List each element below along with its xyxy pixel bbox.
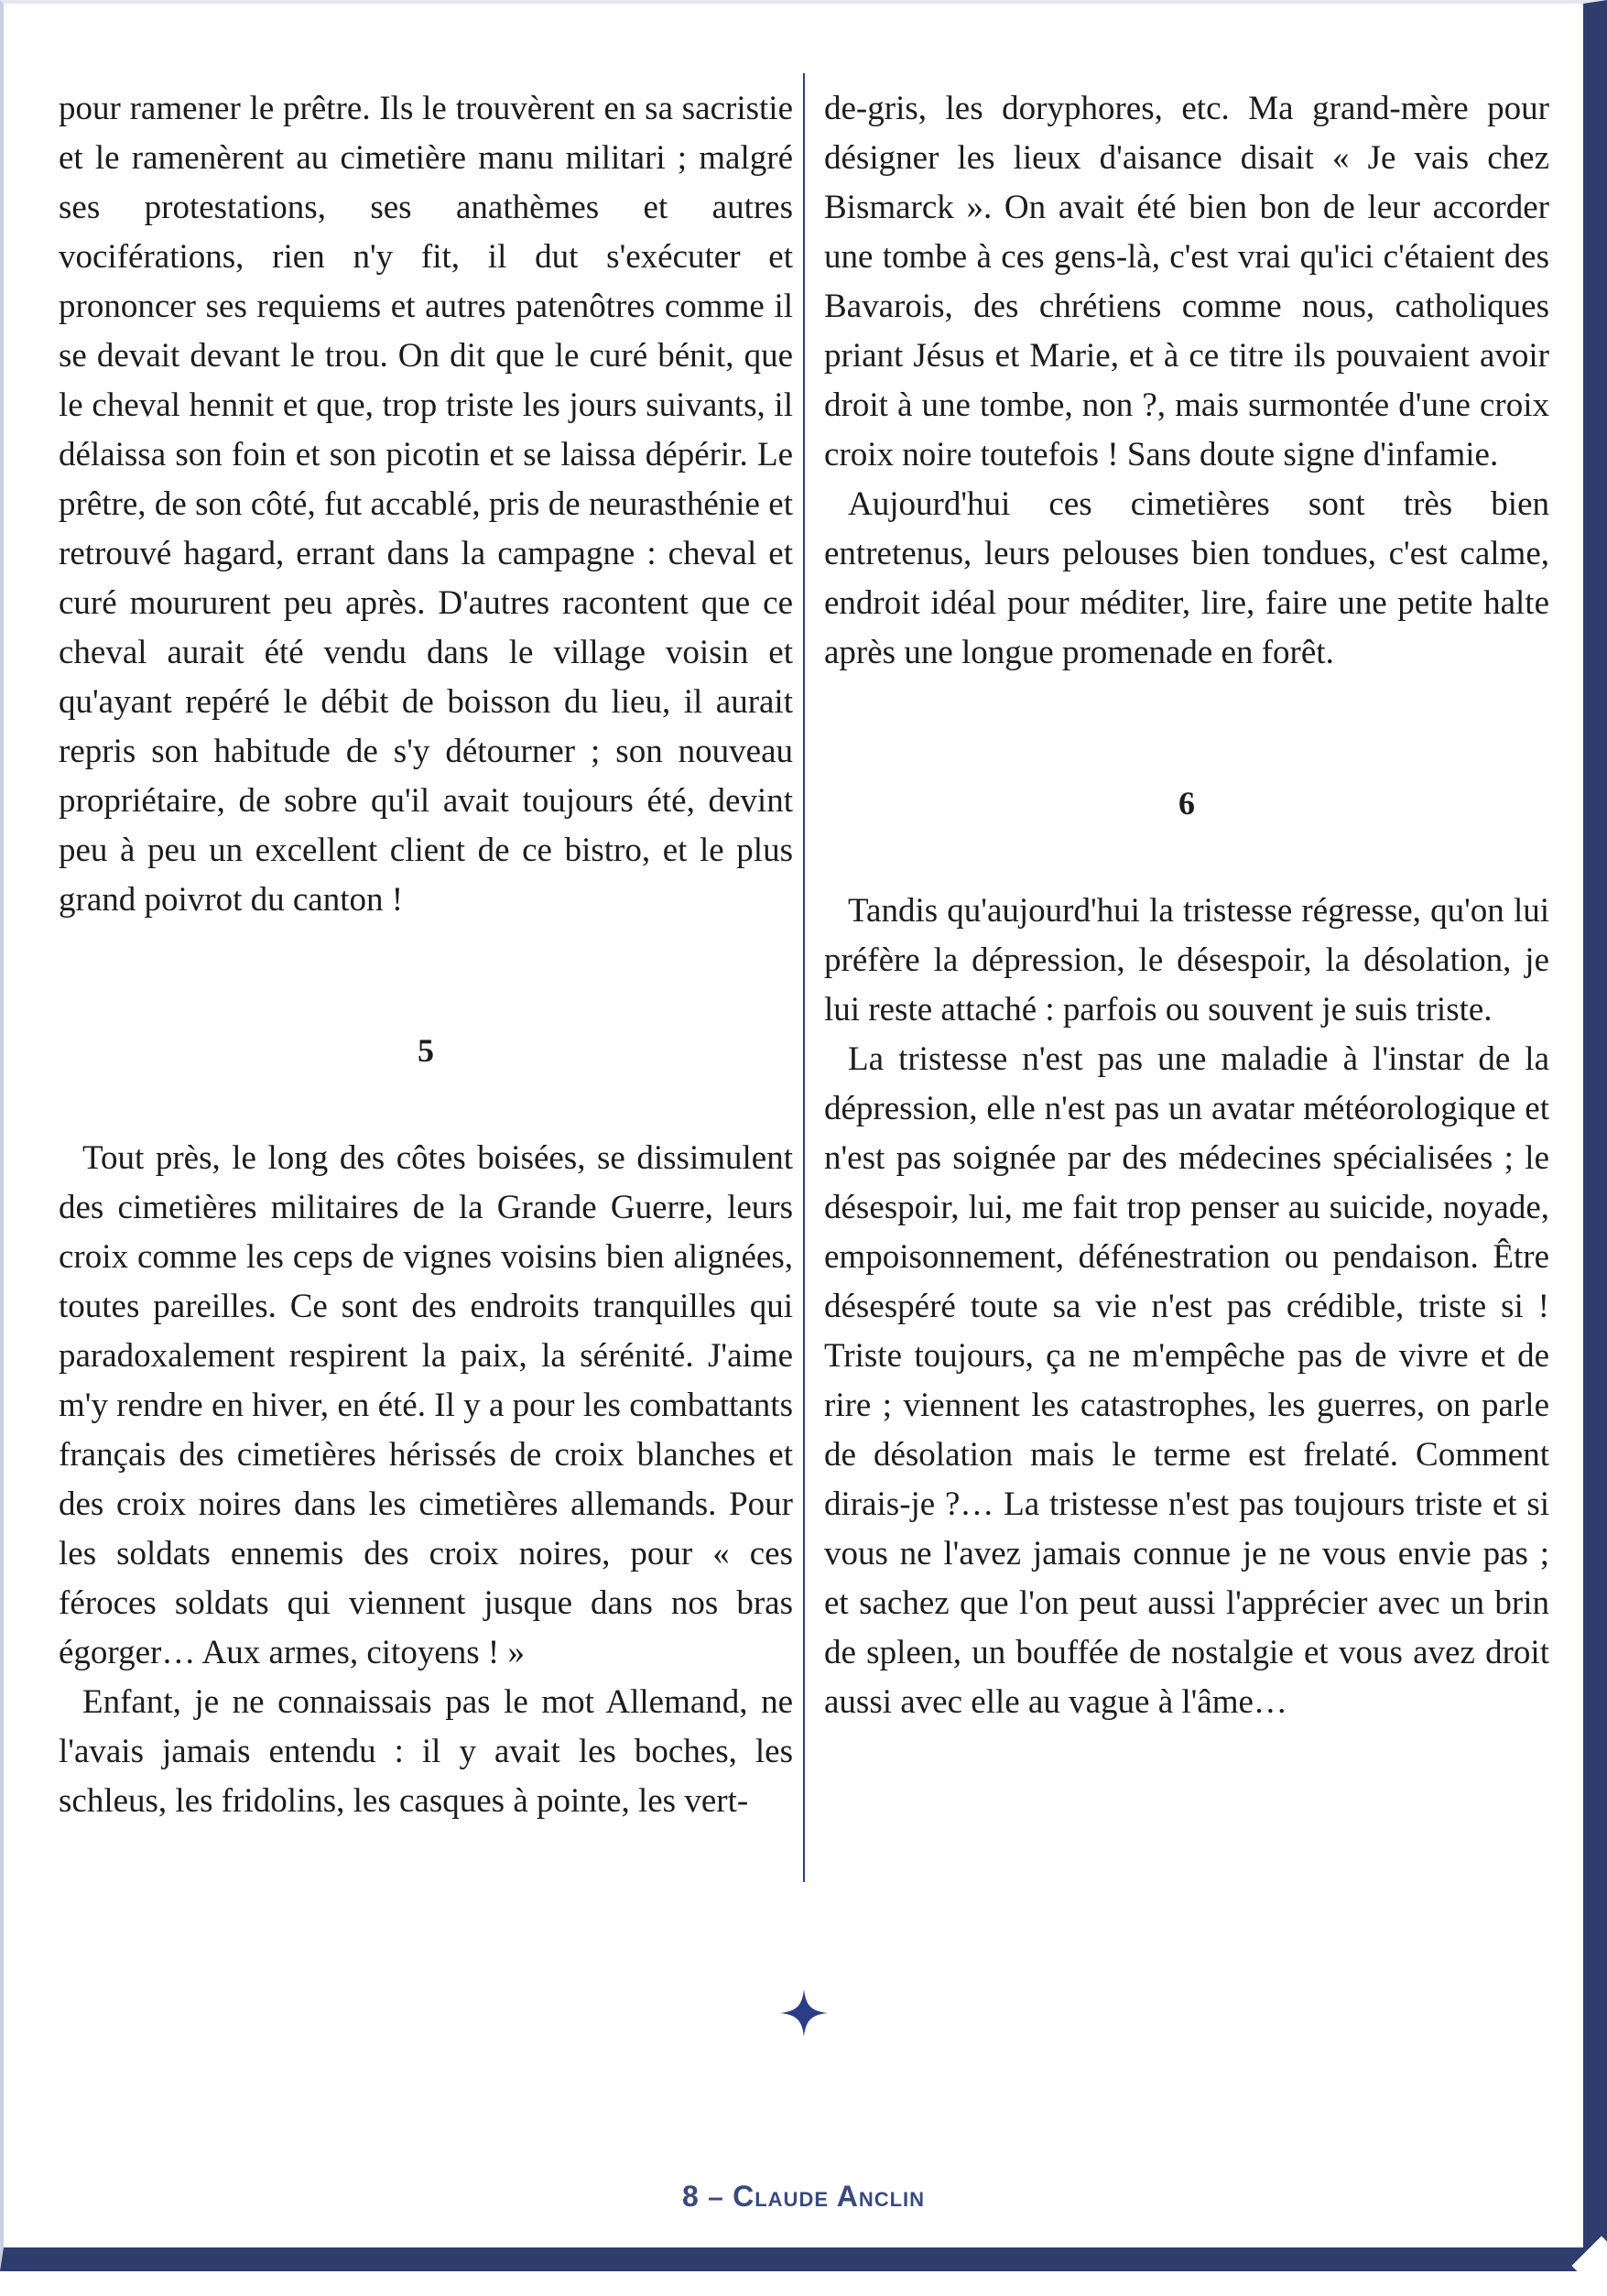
paragraph: pour ramener le prêtre. Ils le trouvèrent en sa sacristie et le ramenèrent au cimetière manu militari ; malgré ses protestations, ses anathèmes et autres vociférations, rien n'y fit, il dut s'exécuter et prononcer ses requiems et autres patenôtres comme il se devait devant le trou. On dit que le curé bénit, que le cheval hennit et que, trop triste les jours suivants, il délaissa son foin et son picotin et se laissa dépérir. Le prêtre, de son côté, fut accablé, pris de neurasthénie et retrouvé hagard, errant dans la campagne : cheval et curé moururent peu après. D'autres racontent que ce cheval aurait été vendu dans le village voisin et qu'ayant repéré le débit de boisson du lieu, il aurait repris son habitude de s'y détourner ; son nouveau propriétaire, de sobre qu'il avait toujours été, devint peu à peu un excellent client de ce bistro, et le plus grand poivrot du canton ! xyxy=(59,90,793,919)
four-point-star-icon xyxy=(778,1987,830,2039)
paragraph: Enfant, je ne connaissais pas le mot Allemand, ne l'avais jamais entendu : il y avait les boches, les schleus, les fridolins, les casques à pointe, les vert- xyxy=(59,1683,793,1820)
right-column xyxy=(824,84,1549,1727)
footer-separator: – xyxy=(708,2182,724,2213)
paragraph: Tandis qu'aujourd'hui la tristesse régresse, qu'on lui préfère la dépression, le désespoir, la désolation, je lui reste attaché : parfois ou souvent je suis triste. xyxy=(824,892,1549,1028)
paragraph: Aujourd'hui ces cimetières sont très bien entretenus, leurs pelouses bien tondues, c'est calme, endroit idéal pour méditer, lire, faire une petite halte après une longue promenade en forêt. xyxy=(824,485,1549,671)
section-number: 6 xyxy=(1178,785,1195,822)
section-number: 5 xyxy=(418,1032,434,1069)
column-divider xyxy=(803,73,805,1882)
paragraph: de-gris, les doryphores, etc. Ma grand-mère pour désigner les lieux d'aisance disait « Je vais chez Bismarck ». On avait été bien bon de leur accorder une tombe à ces gens-là, c'est vrai qu'ici c'étaient des Bavarois, des chrétiens comme nous, catholiques priant Jésus et Marie, et à ce titre ils pouvaient avoir droit à une tombe, non ?, mais surmontée d'une croix croix noire toutefois ! Sans doute signe d'infamie. xyxy=(824,90,1549,473)
paragraph: La tristesse n'est pas une maladie à l'instar de la dépression, elle n'est pas un avatar météorologique et n'est pas soignée par des médecines spécialisées ; le désespoir, lui, me fait trop penser au suicide, noyade, empoisonnement, défénestration ou pendaison. Être désespéré toute sa vie n'est pas crédible, triste si ! Triste toujours, ça ne m'empêche pas de vivre et de rire ; viennent les catastrophes, les guerres, on parle de désolation mais le terme est frelaté. Comment dirais-je ?… La tristesse n'est pas toujours triste et si vous ne l'avez jamais connue je ne vous envie pas ; et sachez que l'on peut aussi l'apprécier avec un brin de spleen, un bouffée de nostalgie et vous avez droit aussi avec elle au vague à l'âme… xyxy=(824,1040,1549,1721)
page-footer xyxy=(0,2180,1607,2214)
left-column xyxy=(59,84,793,1826)
paragraph: Tout près, le long des côtes boisées, se dissimulent des cimetières militaires de la Grande Guerre, leurs croix comme les ceps de vignes voisins bien alignées, toutes pareilles. Ce sont des endroits tranquilles qui paradoxalement respirent la paix, la sérénité. J'aime m'y rendre en hiver, en été. Il y a pour les combattants français des cimetières hérissés de croix blanches et des croix noires dans les cimetières allemands. Pour les soldats ennemis des croix noires, pour « ces féroces soldats qui viennent jusque dans nos bras égorger… Aux armes, citoyens ! » xyxy=(59,1139,793,1671)
page-number: 8 xyxy=(681,2180,700,2213)
author-name: Claude Anclin xyxy=(733,2180,926,2213)
